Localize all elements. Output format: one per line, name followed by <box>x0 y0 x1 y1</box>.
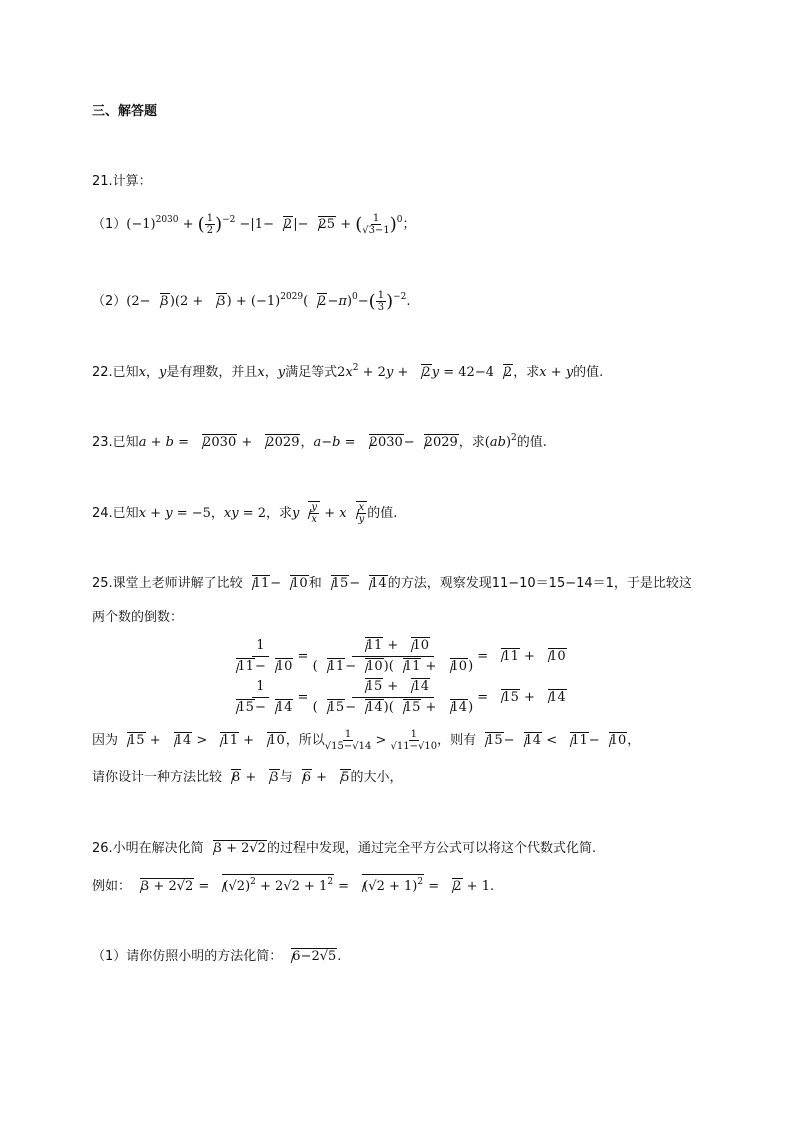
section-title: 三、解答题 <box>92 104 158 119</box>
q26-line1: 26.小明在解决化简 3 + 2√2的过程中发现，通过完全平方公式可以将这个代数式化简. <box>92 839 596 859</box>
q25-line1: 25.课堂上老师讲解了比较 11− 10和 15− 14的方法，观察发现11−10＝15−14＝1，于是比较这 <box>92 574 692 594</box>
q22: 22.已知x，y是有理数，并且x，y满足等式$2x^2 + 2y + 2y = 42-4$ 2，求x + y的值. <box>92 358 603 383</box>
q25-eq1: $\frac{1}{11- 10}$ = $\frac{11 + 10}{( 11- 10)( 11 + 10)}$ = 11 + 10 <box>0 636 794 677</box>
q25-line2: 两个数的倒数： <box>92 610 184 625</box>
q23: 23.已知a + b = 2030 + 2029，a−b = 2030− 2029，求(ab)$^2$的值. <box>92 428 547 453</box>
q25-eq2: $\frac{1}{15- 14}$ = $\frac{15 + 14}{( 15- 14)( 15 + 14)}$ = 15 + 14 <box>0 677 794 718</box>
q21-intro: 21.计算： <box>92 174 152 189</box>
q26-part1: （1）请你仿照小明的方法化简： 6−2√5. <box>92 947 341 967</box>
q25-line5: 因为 15 + 14 > 11 + 10，所以 $\frac{1}{√15-√14}$ > $\frac{1}{√11-√10}$ ，则有 15− 14 < 11− 10， <box>92 729 641 752</box>
q21-part1: $(1)(-1)^{2030}$ + ( $\frac{1}{2}$ )$^{-2}$ −|1− 2|− 25 + ( $\frac{1}{√3-1}$ )$^0$； <box>92 213 416 236</box>
q25-line6: 请你设计一种方法比较 8 + 3与 6 + 5的大小， <box>92 768 403 788</box>
q21-part2: $(2)(2- 3)(2 + 3) + (-1)^{2029}$( 2−π)$^0$−( $\frac{1}{3}$ )$^{-2}$. <box>92 290 411 313</box>
q24: 24.已知x + y = −5，xy = 2，求y $\frac{y}{x}$ + x $\frac{x}{y}$ 的值. <box>92 502 398 525</box>
q26-line2: 例如： $3 + 2√2 = (√2)^2 + 2√2 + 1^2 = (√2 + 1)^2 = 2 + 1$. <box>92 874 494 897</box>
